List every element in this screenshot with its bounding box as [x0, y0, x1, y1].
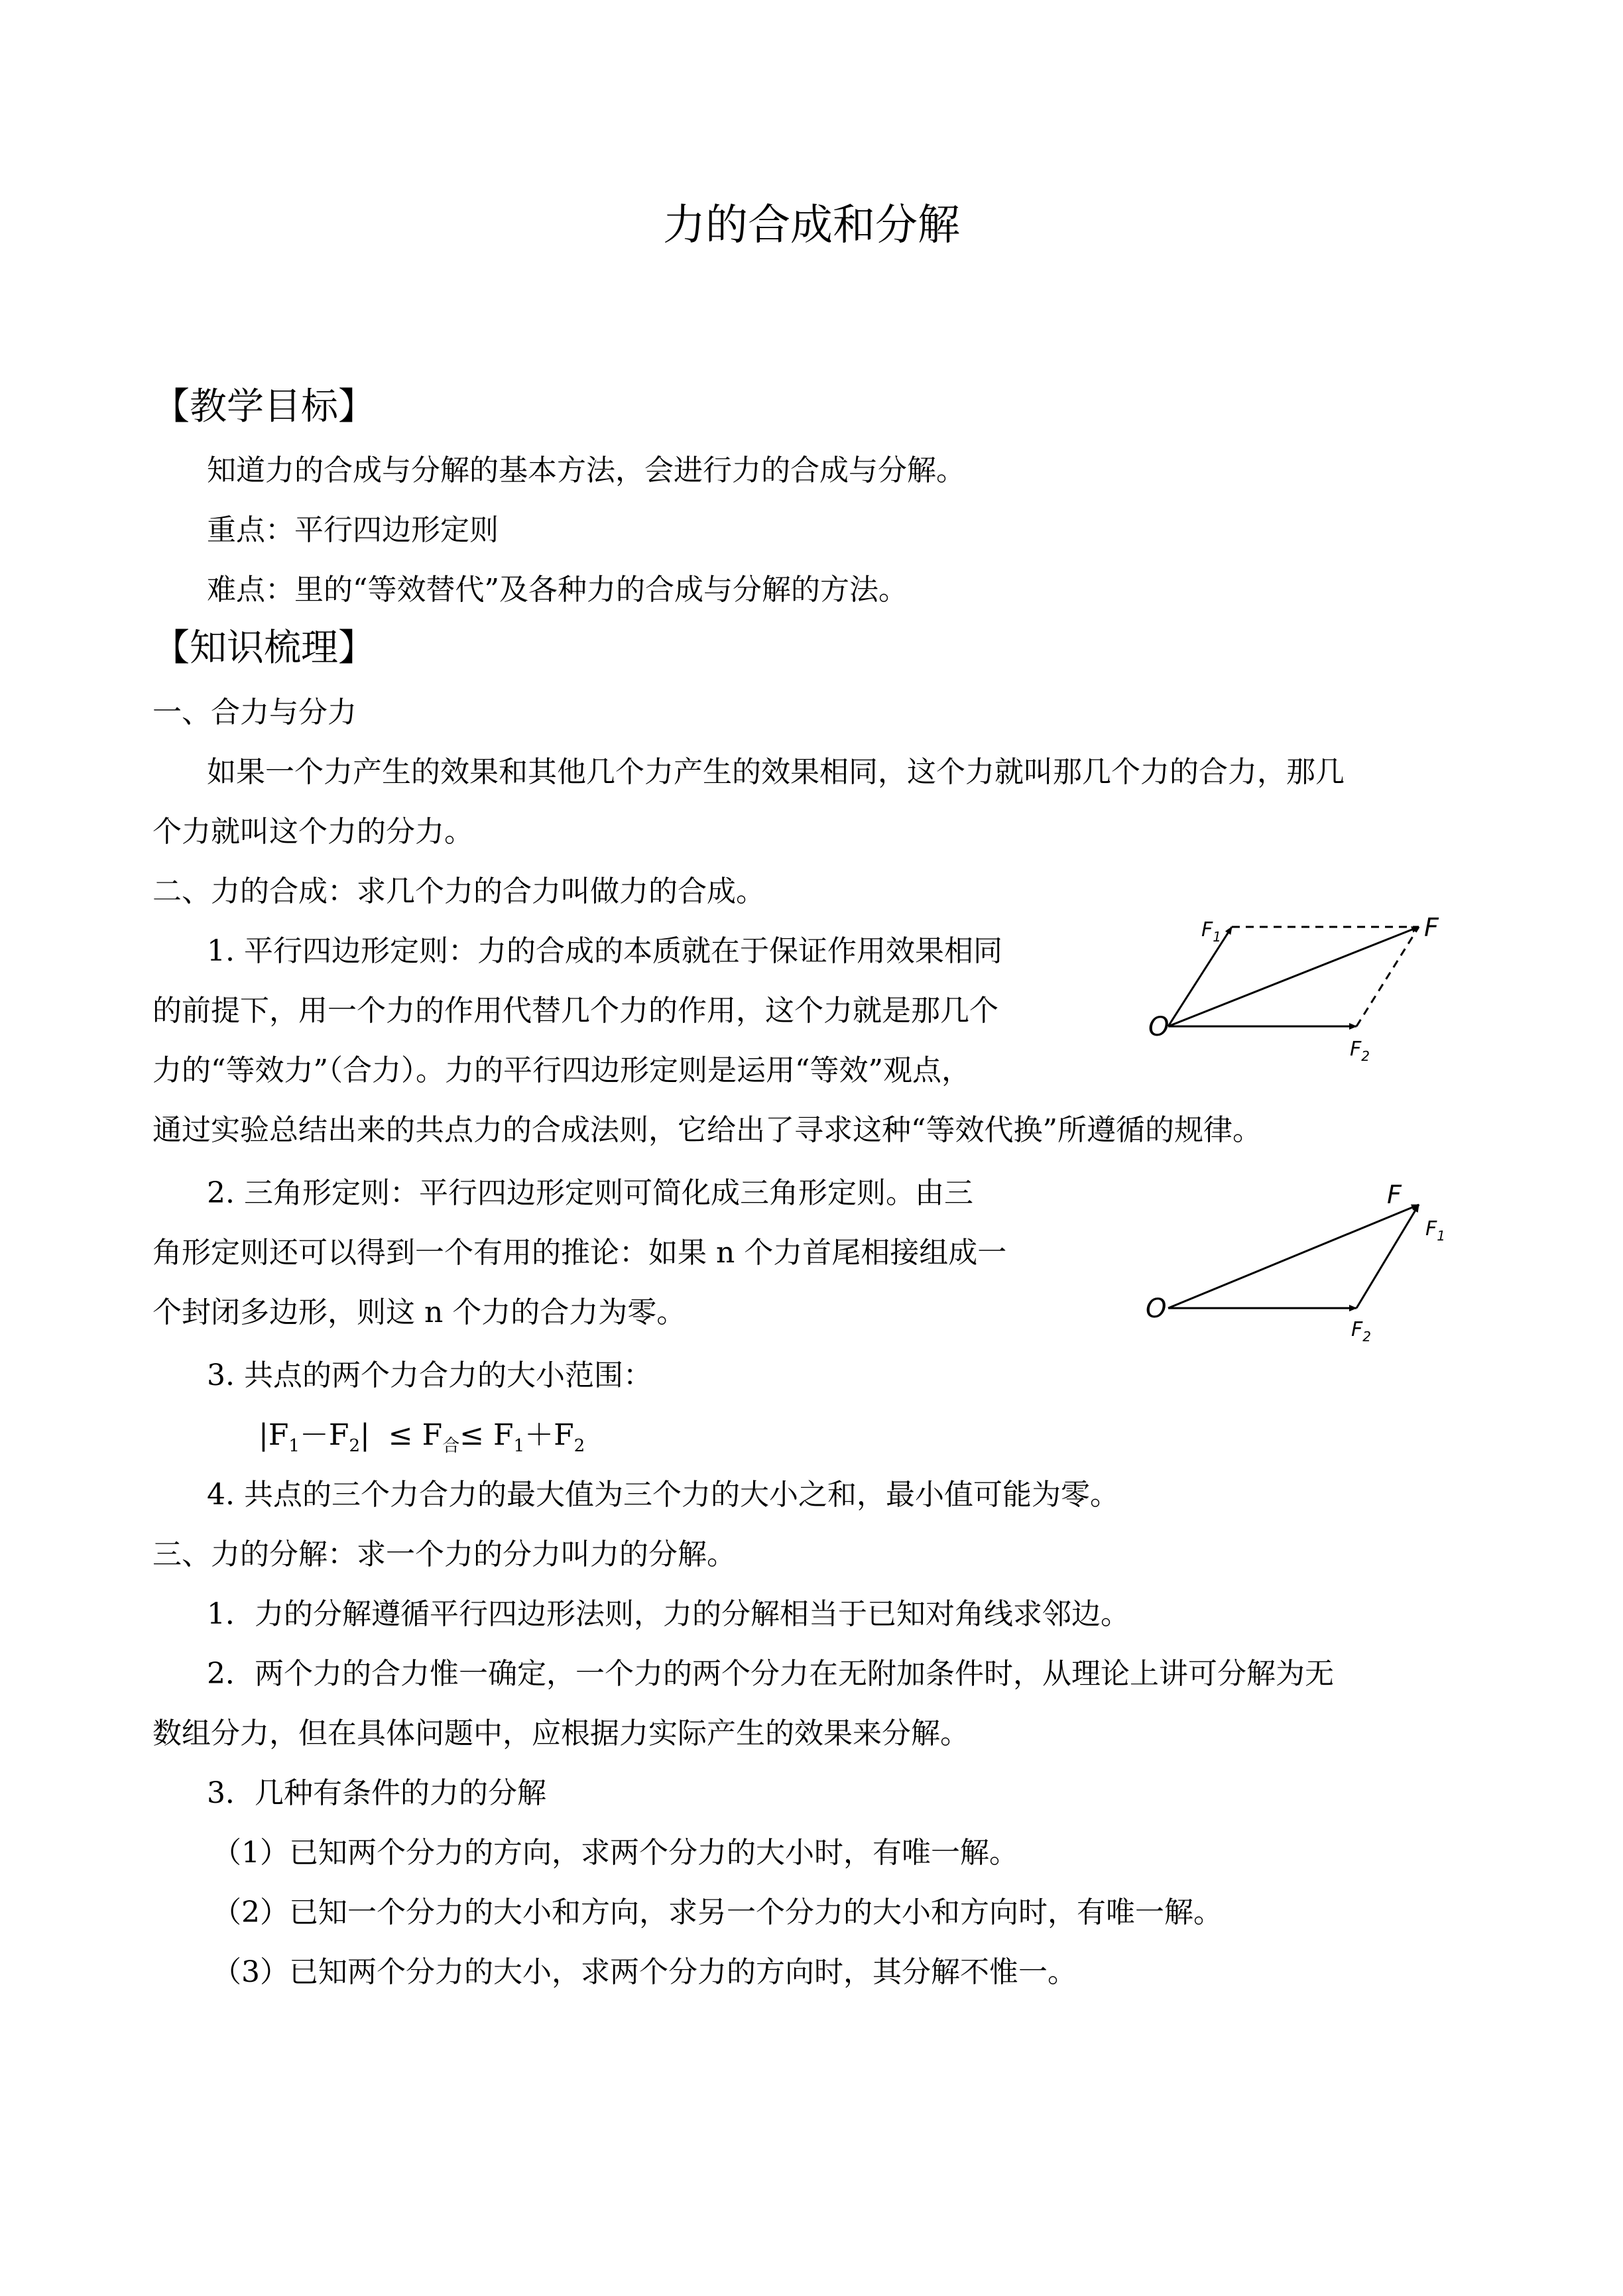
condition-1: （1）已知两个分力的方向，求两个分力的大小时，有唯一解。 — [212, 1836, 1018, 1870]
dashed-edge — [1356, 927, 1419, 1026]
range-formula: $|F_1-F_2| \le F_合\le F_1+F_2$ — [259, 1418, 585, 1456]
parallelogram-rule-line: 的前提下，用一个力的作用代替几个力的作用，这个力就是那几个 — [152, 994, 998, 1028]
objective-goal: 知道力的合成与分解的基本方法，会进行力的合成与分解。 — [207, 453, 965, 487]
objectives-heading: 【教学目标】 — [152, 385, 375, 428]
range-statement: 3. 共点的两个力合力的大小范围： — [207, 1359, 652, 1392]
triangle-rule-line: 2. 三角形定则：平行四边形定则可简化成三角形定则。由三 — [207, 1176, 973, 1210]
section-1-paragraph-line: 个力就叫这个力的分力。 — [152, 815, 473, 849]
section-1-paragraph-line: 如果一个力产生的效果和其他几个力产生的效果相同，这个力就叫那几个力的合力，那几 — [207, 755, 1345, 789]
parallelogram-rule-line: 通过实验总结出来的共点力的合成法则，它给出了寻求这种“等效代换”所遵循的规律。 — [152, 1113, 1262, 1147]
label-f: F — [1424, 913, 1439, 942]
parallelogram-diagram — [1127, 902, 1498, 1074]
resultant-vector — [1168, 927, 1419, 1026]
label-f2: $F_2$ — [1351, 1318, 1371, 1343]
f1-vector — [1356, 1205, 1419, 1308]
parallelogram-rule-line: 力的“等效力”（合力）。力的平行四边形定则是运用“等效”观点， — [152, 1054, 971, 1087]
decomposition-point-2-line: 数组分力，但在具体问题中，应根据力实际产生的效果来分解。 — [152, 1717, 969, 1750]
label-f2: $F_2$ — [1350, 1038, 1370, 1064]
decomposition-point-3: 3．几种有条件的力的分解 — [207, 1776, 546, 1810]
section-3-heading: 三、力的分解：求一个力的分力叫力的分解。 — [152, 1538, 736, 1571]
triangle-diagram — [1127, 1164, 1498, 1343]
resultant-vector — [1168, 1205, 1419, 1308]
knowledge-heading: 【知识梳理】 — [152, 627, 375, 670]
label-o: O — [1148, 1012, 1170, 1042]
decomposition-point-1: 1．力的分解遵循平行四边形法则，力的分解相当于已知对角线求邻边。 — [207, 1597, 1130, 1631]
condition-3: （3）已知两个分力的大小，求两个分力的方向时，其分解不惟一。 — [212, 1955, 1077, 1989]
label-f1: $F_1$ — [1201, 918, 1221, 945]
parallelogram-rule-line: 1. 平行四边形定则：力的合成的本质就在于保证作用效果相同 — [207, 934, 1002, 968]
f1-vector — [1168, 927, 1232, 1026]
section-2-heading: 二、力的合成：求几个力的合力叫做力的合成。 — [152, 875, 765, 908]
label-f: F — [1387, 1180, 1402, 1209]
difficulty-point: 难点：里的“等效替代”及各种力的合成与分解的方法。 — [207, 573, 908, 607]
decomposition-point-2-line: 2．两个力的合力惟一确定，一个力的两个分力在无附加条件时，从理论上讲可分解为无 — [207, 1657, 1334, 1691]
condition-2: （2）已知一个分力的大小和方向，求另一个分力的大小和方向时，有唯一解。 — [212, 1896, 1223, 1929]
page-title: 力的合成和分解 — [663, 201, 960, 250]
label-f1: $F_1$ — [1425, 1217, 1445, 1244]
triangle-rule-line: 个封闭多边形，则这 n 个力的合力为零。 — [152, 1296, 686, 1329]
triangle-rule-line: 角形定则还可以得到一个有用的推论：如果 n 个力首尾相接组成一 — [152, 1236, 1007, 1270]
three-forces-statement: 4. 共点的三个力合力的最大值为三个力的大小之和，最小值可能为零。 — [207, 1478, 1119, 1512]
key-point: 重点：平行四边形定则 — [207, 513, 499, 547]
label-o: O — [1146, 1294, 1167, 1324]
section-1-heading: 一、合力与分力 — [152, 695, 357, 729]
